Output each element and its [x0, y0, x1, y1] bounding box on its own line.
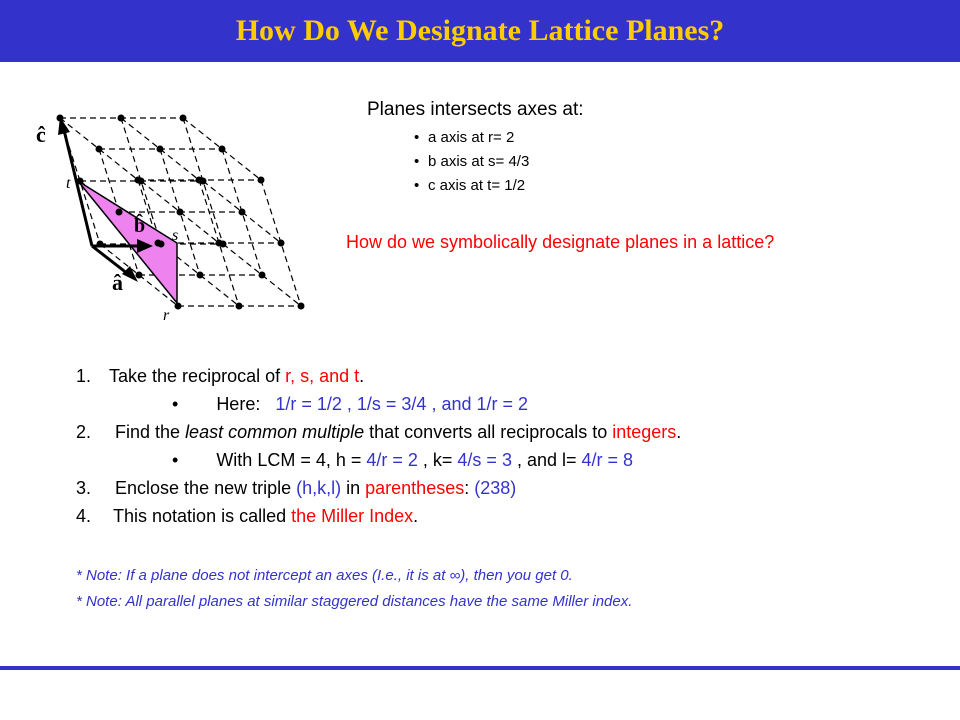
step-1: 1. Take the reciprocal of r, s, and t. [76, 366, 365, 386]
step-1-detail: • Here: 1/r = 1/2 , 1/s = 3/4 , and 1/r = 2 [172, 394, 529, 414]
intersections-heading: Planes intersects axes at: [367, 99, 584, 120]
intersections-list [414, 128, 529, 200]
note-infinity: * Note: If a plane does not intercept an axes (I.e., it is at ∞), then you get 0. [76, 567, 573, 584]
step-2: 2. Find the least common multiple that converts all reciprocals to integers. [76, 422, 682, 442]
list-item: • c axis at t= 1/2 [414, 177, 526, 194]
list-item: • b axis at s= 4/3 [414, 153, 530, 170]
bottom-rule [0, 666, 960, 670]
note-parallel: * Note: All parallel planes at similar staggered distances have the same Miller index. [76, 593, 633, 610]
step-3: 3. Enclose the new triple (h,k,l) in parentheses: (238) [76, 478, 517, 498]
c-hat-label: ĉ [36, 122, 46, 147]
list-item: • a axis at r= 2 [414, 129, 515, 146]
page-title: How Do We Designate Lattice Planes? [235, 14, 725, 47]
lattice-diagram [30, 105, 320, 330]
b-hat-label: b̂ [134, 215, 146, 237]
r-label: r [163, 307, 170, 324]
step-4: 4. This notation is called the Miller Index. [76, 506, 419, 526]
question-text: How do we symbolically designate planes in a lattice? [346, 232, 775, 252]
s-label: s [172, 227, 179, 244]
step-2-detail: • With LCM = 4, h = 4/r = 2 , k= 4/s = 3 , and l= 4/r = 8 [172, 450, 634, 470]
a-hat-label: â [112, 270, 123, 295]
t-label: t [66, 175, 71, 192]
